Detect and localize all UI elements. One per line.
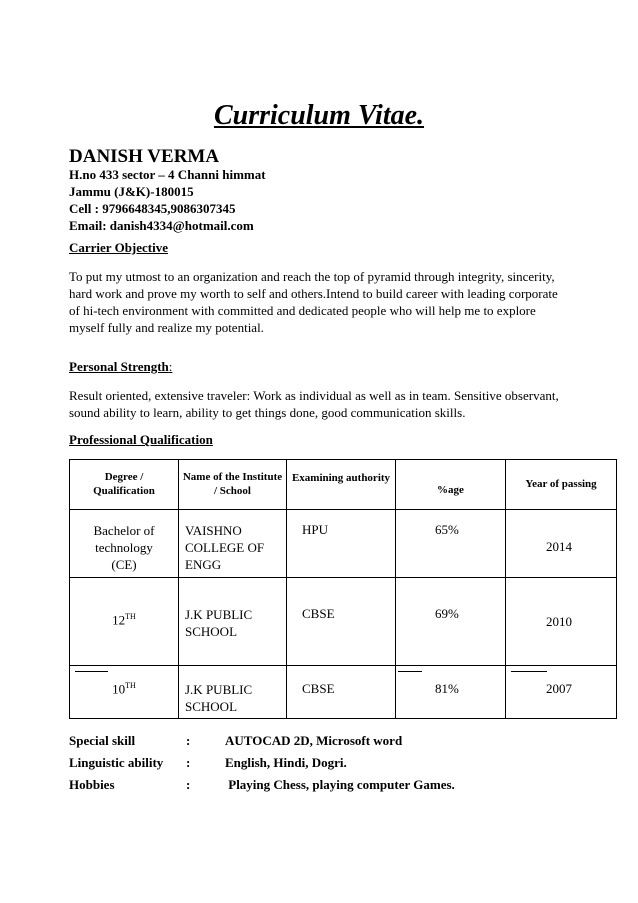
degree-cell: 12TH [112,612,136,628]
institute-cell: J.K PUBLIC [185,607,253,622]
authority-cell: HPU [302,522,329,537]
year-cell: 2010 [546,614,572,629]
strength-line: Result oriented, extensive traveler: Work as individual as well as in team. Sensitive observant, [69,388,559,403]
header-authority: Examining authority [287,460,396,510]
header-degree-line: Qualification [93,485,155,497]
strength-heading [69,359,172,375]
linguistic-ability-label: Linguistic ability [69,755,164,770]
address-line-1: H.no 433 sector – 4 Channi himmat [69,167,266,182]
header-institute-line: / School [214,485,251,497]
degree-cell: 10TH [112,681,136,697]
table-row [70,666,617,719]
authority-cell: CBSE [302,606,335,621]
degree-cell: technology [95,540,153,555]
qualification-heading: Professional Qualification [69,432,213,447]
linguistic-ability-value: English, Hindi, Dogri. [225,755,347,770]
qualification-table [69,459,617,719]
strength-heading-colon: : [168,359,173,374]
header-degree-line: Degree / [104,471,144,483]
header-institute-line: Name of the Institute [182,471,283,483]
header-year: Year of passing [506,460,617,510]
objective-line: hard work and prove my worth to self and others.Intend to build career with leading corporate [69,286,558,301]
header-institute [179,460,287,510]
objective-line: To put my utmost to an organization and reach the top of pyramid through integrity, sincerity, [69,269,555,284]
institute-cell: SCHOOL [185,624,238,639]
objective-text [69,268,569,336]
degree-cell: (CE) [111,557,137,572]
underline-mark [398,671,422,672]
strength-text [69,387,569,421]
hobbies-value: Playing Chess, playing computer Games. [225,777,455,792]
header-percent: %age [396,460,506,510]
institute-cell: VAISHNO [185,523,242,538]
underline-mark [511,671,547,672]
year-cell: 2014 [546,539,572,554]
hobbies-label: Hobbies [69,777,115,792]
special-skill-value: AUTOCAD 2D, Microsoft word [225,733,403,748]
objective-line: of hi-tech environment with committed and dedicated people who will help me to explore [69,303,536,318]
strength-line: sound ability to learn, ability to get things done, good communication skills. [69,405,466,420]
percent-cell: 81% [435,681,459,696]
table-header-row [70,460,617,510]
year-cell: 2007 [546,681,572,696]
special-skill-colon: : [186,733,191,748]
special-skill-label: Special skill [69,733,136,748]
address-line-2: Jammu (J&K)-180015 [69,184,194,199]
institute-cell: COLLEGE OF [185,540,265,555]
institute-cell: ENGG [185,557,222,572]
objective-line: myself fully and realize my potential. [69,320,264,335]
percent-cell: 69% [435,606,459,621]
percent-cell: 65% [435,522,459,537]
cell-number: Cell : 9796648345,9086307345 [69,201,236,216]
strength-heading-text: Personal Strength [69,359,169,374]
contact-block [69,166,266,234]
hobbies-colon: : [186,777,191,792]
table-row [70,578,617,666]
institute-cell: SCHOOL [185,699,238,714]
institute-cell: J.K PUBLIC [185,682,253,697]
candidate-name: DANISH VERMA [69,146,220,167]
email-address: Email: danish4334@hotmail.com [69,218,254,233]
objective-heading: Carrier Objective [69,240,169,255]
header-degree [70,460,179,510]
degree-cell: Bachelor of [93,523,155,538]
underline-mark [75,671,108,672]
table-row [70,510,617,578]
authority-cell: CBSE [302,681,335,696]
linguistic-ability-colon: : [186,755,191,770]
document-title: Curriculum Vitae. [213,100,425,131]
